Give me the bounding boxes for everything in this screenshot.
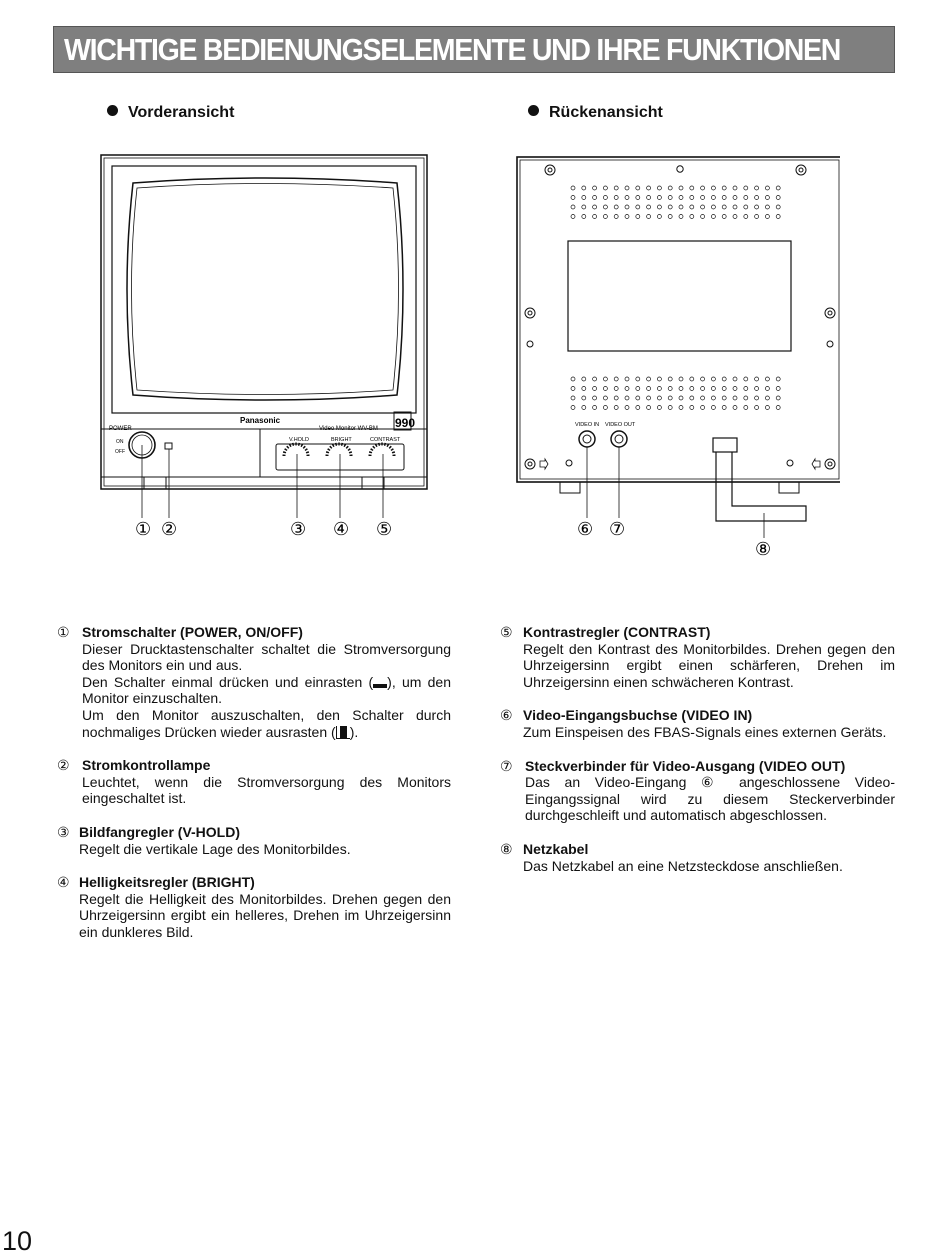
item-heading: Stromkontrollampe xyxy=(82,757,211,774)
vent-hole xyxy=(614,205,618,209)
vent-hole xyxy=(765,387,769,391)
vent-hole xyxy=(711,196,715,200)
vent-hole xyxy=(625,377,629,381)
vent-hole xyxy=(657,186,661,190)
description-column-left xyxy=(57,624,451,958)
vent-hole xyxy=(722,205,726,209)
item-heading: Bildfangregler (V-HOLD) xyxy=(79,823,241,840)
vent-hole xyxy=(603,186,607,190)
vent-hole xyxy=(722,196,726,200)
front-view-label: Vorderansicht xyxy=(128,104,235,121)
vent-hole xyxy=(582,215,586,219)
vent-hole xyxy=(625,396,629,400)
vent-hole xyxy=(625,186,629,190)
vent-hole xyxy=(647,205,651,209)
vent-hole xyxy=(722,387,726,391)
vent-hole xyxy=(701,396,705,400)
page-title: WICHTIGE BEDIENUNGSELEMENTE UND IHRE FUNKTIONEN xyxy=(64,32,841,67)
vent-hole xyxy=(614,215,618,219)
on-label: ON xyxy=(116,439,124,445)
vent-hole xyxy=(657,406,661,410)
vent-hole xyxy=(593,406,597,410)
vent-hole xyxy=(636,196,640,200)
item-number: ⑤ xyxy=(500,624,513,640)
vent-hole xyxy=(755,396,759,400)
vent-hole xyxy=(603,196,607,200)
vent-hole xyxy=(679,196,683,200)
vent-hole xyxy=(668,396,672,400)
vent-hole xyxy=(625,196,629,200)
vent-hole xyxy=(603,396,607,400)
vent-hole xyxy=(711,387,715,391)
vent-hole xyxy=(755,186,759,190)
vent-hole xyxy=(765,396,769,400)
vent-hole xyxy=(668,205,672,209)
vent-hole xyxy=(679,377,683,381)
model-label: Video Monitor WV-BM xyxy=(319,426,378,432)
vent-hole xyxy=(625,205,629,209)
vent-hole xyxy=(776,186,780,190)
vent-hole xyxy=(636,406,640,410)
vent-hole xyxy=(776,387,780,391)
vent-hole xyxy=(679,387,683,391)
vent-hole xyxy=(603,377,607,381)
vent-hole xyxy=(657,215,661,219)
vent-hole xyxy=(582,406,586,410)
vent-hole xyxy=(776,196,780,200)
vent-holes xyxy=(571,377,780,410)
vent-hole xyxy=(571,387,575,391)
vent-hole xyxy=(603,205,607,209)
vent-hole xyxy=(722,406,726,410)
vent-hole xyxy=(733,387,737,391)
vent-hole xyxy=(636,215,640,219)
power-label: POWER xyxy=(109,426,132,432)
item-heading: Video-Eingangsbuchse (VIDEO IN) xyxy=(523,707,753,724)
vent-hole xyxy=(701,205,705,209)
vent-hole xyxy=(733,205,737,209)
vent-hole xyxy=(647,377,651,381)
video-in-label: VIDEO IN xyxy=(575,422,600,428)
item-power-switch xyxy=(57,624,451,740)
vent-hole xyxy=(582,205,586,209)
vent-hole xyxy=(755,387,759,391)
vent-hole xyxy=(701,215,705,219)
vent-hole xyxy=(744,406,748,410)
vent-hole xyxy=(625,387,629,391)
item-number: ③ xyxy=(57,823,70,840)
vent-hole xyxy=(679,396,683,400)
vent-hole xyxy=(668,186,672,190)
vent-hole xyxy=(733,196,737,200)
rear-view-diagram xyxy=(510,148,840,568)
vent-hole xyxy=(625,406,629,410)
vent-hole xyxy=(614,196,618,200)
vent-hole xyxy=(571,377,575,381)
vent-hole xyxy=(647,186,651,190)
item-number: ⑥ xyxy=(500,707,513,724)
vent-hole xyxy=(603,387,607,391)
vent-hole xyxy=(690,215,694,219)
item-video-in xyxy=(500,707,895,740)
vent-hole xyxy=(636,377,640,381)
vent-hole xyxy=(755,215,759,219)
vent-hole xyxy=(636,387,640,391)
vent-hole xyxy=(690,186,694,190)
item-contrast xyxy=(500,624,895,690)
vent-hole xyxy=(668,387,672,391)
vent-hole xyxy=(636,186,640,190)
item-heading: Helligkeitsregler (BRIGHT) xyxy=(79,874,255,891)
vent-hole xyxy=(711,215,715,219)
vent-hole xyxy=(690,406,694,410)
vent-hole xyxy=(571,205,575,209)
vent-hole xyxy=(571,406,575,410)
video-out-label: VIDEO OUT xyxy=(605,422,636,428)
vent-hole xyxy=(690,396,694,400)
vent-hole xyxy=(690,205,694,209)
vent-hole xyxy=(711,377,715,381)
vent-hole xyxy=(593,196,597,200)
item-body: Das an Video-Eingang ⑥ angeschlossene Video-Eingangssignal wird zu diesem Steckerverbinder durchgeschleift und automatisch abgeschlossen. xyxy=(525,774,895,824)
vent-hole xyxy=(614,186,618,190)
callout-4: ④ xyxy=(333,519,350,539)
vent-hole xyxy=(744,396,748,400)
item-number: ① xyxy=(57,624,70,640)
vent-hole xyxy=(614,406,618,410)
vent-hole xyxy=(647,406,651,410)
vent-hole xyxy=(636,396,640,400)
off-label: OFF xyxy=(115,449,125,455)
vent-hole xyxy=(636,205,640,209)
vent-hole xyxy=(679,215,683,219)
vent-hole xyxy=(657,396,661,400)
vent-hole xyxy=(701,377,705,381)
vent-hole xyxy=(744,387,748,391)
vent-hole xyxy=(722,186,726,190)
vent-hole xyxy=(603,406,607,410)
vent-hole xyxy=(593,205,597,209)
vent-hole xyxy=(701,186,705,190)
vent-hole xyxy=(625,215,629,219)
brand-logo: Panasonic xyxy=(240,416,281,425)
vent-hole xyxy=(722,377,726,381)
vent-hole xyxy=(733,396,737,400)
vent-hole xyxy=(593,215,597,219)
vent-hole xyxy=(668,377,672,381)
vent-hole xyxy=(679,406,683,410)
vent-hole xyxy=(593,396,597,400)
vent-hole xyxy=(668,406,672,410)
vent-hole xyxy=(571,215,575,219)
vent-hole xyxy=(733,186,737,190)
item-body: Dieser Drucktastenschalter schaltet die Stromversorgung des Monitors ein und aus. xyxy=(82,640,451,674)
vent-hole xyxy=(657,196,661,200)
callout-1: ① xyxy=(135,519,152,539)
vent-hole xyxy=(765,196,769,200)
vent-hole xyxy=(733,377,737,381)
vent-hole xyxy=(755,205,759,209)
item-body: Regelt die vertikale Lage des Monitorbildes. xyxy=(79,840,351,857)
vent-hole xyxy=(776,406,780,410)
vent-hole xyxy=(765,215,769,219)
bullet-icon xyxy=(107,105,118,116)
item-body-3: Um den Monitor auszuschalten, den Schalter durch nochmaliges Drücken wieder ausrasten ( ). xyxy=(82,706,451,740)
item-power-cord xyxy=(500,841,895,874)
vent-hole xyxy=(647,215,651,219)
vent-hole xyxy=(679,205,683,209)
switch-in-icon xyxy=(336,726,350,739)
vent-hole xyxy=(690,196,694,200)
vent-hole xyxy=(582,186,586,190)
rear-view-label: Rückenansicht xyxy=(549,104,663,121)
vent-hole xyxy=(690,387,694,391)
vent-hole xyxy=(603,215,607,219)
item-heading: Stromschalter (POWER, ON/OFF) xyxy=(82,624,303,640)
item-number: ⑦ xyxy=(500,757,513,774)
page-number: 10 xyxy=(2,1226,33,1254)
vent-hole xyxy=(744,205,748,209)
callout-2: ② xyxy=(161,519,178,539)
item-number: ② xyxy=(57,757,70,774)
item-vhold xyxy=(57,824,451,857)
item-power-lamp xyxy=(57,757,451,807)
vent-hole xyxy=(722,396,726,400)
front-view-diagram xyxy=(95,148,435,568)
vent-hole xyxy=(701,387,705,391)
item-body: Regelt die Helligkeit des Monitorbildes. Drehen gegen den Uhrzeigersinn ergibt ein helleres, Drehen im Uhrzeigersinn ein dunkleres Bild. xyxy=(79,890,451,940)
vent-hole xyxy=(571,186,575,190)
vent-hole xyxy=(711,205,715,209)
vent-hole xyxy=(668,215,672,219)
vent-hole xyxy=(711,406,715,410)
vent-hole xyxy=(776,215,780,219)
item-body: Zum Einspeisen des FBAS-Signals eines externen Geräts. xyxy=(523,723,887,740)
vent-hole xyxy=(744,377,748,381)
item-heading: Kontrastregler (CONTRAST) xyxy=(523,624,711,640)
vent-hole xyxy=(722,215,726,219)
description-column-right xyxy=(500,624,895,891)
vent-hole xyxy=(593,387,597,391)
callout-6: ⑥ xyxy=(577,519,594,539)
vent-hole xyxy=(765,186,769,190)
vent-hole xyxy=(647,396,651,400)
vent-hole xyxy=(614,377,618,381)
vent-hole xyxy=(701,196,705,200)
vent-hole xyxy=(744,196,748,200)
vent-hole xyxy=(582,377,586,381)
vent-hole xyxy=(657,205,661,209)
contrast-label: CONTRAST xyxy=(370,437,401,443)
bright-label: BRIGHT xyxy=(331,437,352,443)
vent-hole xyxy=(679,186,683,190)
vent-hole xyxy=(571,196,575,200)
vent-hole xyxy=(765,205,769,209)
callout-7: ⑦ xyxy=(609,519,626,539)
vent-hole xyxy=(733,406,737,410)
switch-out-icon xyxy=(373,679,387,688)
vent-hole xyxy=(711,186,715,190)
item-body-2: Den Schalter einmal drücken und einrasten ( ), um den Monitor einzuschalten. xyxy=(82,673,451,707)
bullet-icon xyxy=(528,105,539,116)
vent-hole xyxy=(755,406,759,410)
vent-hole xyxy=(765,377,769,381)
vent-hole xyxy=(690,377,694,381)
vent-hole xyxy=(668,196,672,200)
vent-hole xyxy=(657,387,661,391)
vent-hole xyxy=(744,215,748,219)
vent-hole xyxy=(614,396,618,400)
callout-3: ③ xyxy=(290,519,307,539)
vent-hole xyxy=(744,186,748,190)
callout-5: ⑤ xyxy=(376,519,393,539)
vent-hole xyxy=(776,205,780,209)
vent-hole xyxy=(701,406,705,410)
vent-hole xyxy=(755,377,759,381)
vent-hole xyxy=(593,186,597,190)
vent-hole xyxy=(593,377,597,381)
title-bar xyxy=(53,26,895,73)
item-video-out xyxy=(500,758,895,824)
item-body: Das Netzkabel an eine Netzsteckdose anschließen. xyxy=(523,857,843,874)
vent-hole xyxy=(614,387,618,391)
front-view-heading xyxy=(107,104,234,122)
item-bright xyxy=(57,874,451,940)
item-heading: Netzkabel xyxy=(523,840,589,857)
vent-hole xyxy=(657,377,661,381)
vent-hole xyxy=(776,377,780,381)
vent-hole xyxy=(755,196,759,200)
vent-hole xyxy=(582,196,586,200)
rear-view-heading xyxy=(528,104,663,122)
vent-holes xyxy=(571,186,780,219)
vent-hole xyxy=(776,396,780,400)
item-heading: Steckverbinder für Video-Ausgang (VIDEO OUT) xyxy=(525,757,846,774)
model-number: 990 xyxy=(395,416,416,430)
vent-hole xyxy=(647,196,651,200)
item-body: Leuchtet, wenn die Stromversorgung des Monitors eingeschaltet ist. xyxy=(82,773,451,807)
vent-hole xyxy=(647,387,651,391)
vent-hole xyxy=(765,406,769,410)
vent-hole xyxy=(733,215,737,219)
item-number: ④ xyxy=(57,874,70,891)
vent-hole xyxy=(711,396,715,400)
vhold-label: V.HOLD xyxy=(289,437,309,443)
vent-hole xyxy=(571,396,575,400)
item-number: ⑧ xyxy=(500,840,513,857)
vent-hole xyxy=(582,387,586,391)
item-body: Regelt den Kontrast des Monitorbildes. Drehen gegen den Uhrzeigersinn ergibt einen schärferen, Drehen im Uhrzeigersinn einen schwächeren Kontrast. xyxy=(523,640,895,690)
vent-hole xyxy=(582,396,586,400)
callout-8: ⑧ xyxy=(755,539,772,559)
